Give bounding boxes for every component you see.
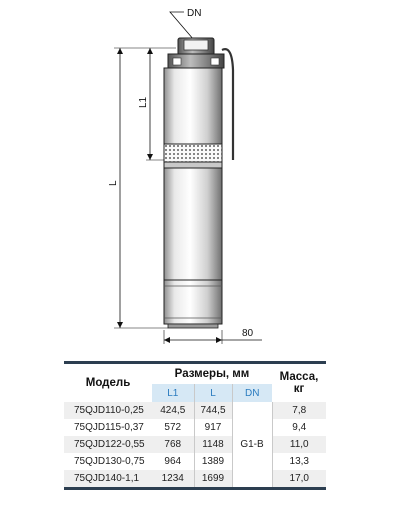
mass-cell: 17,0	[272, 470, 326, 487]
table-row	[64, 470, 326, 487]
collar-window-left	[173, 58, 181, 65]
pump-motor-joint	[164, 162, 222, 168]
model-cell: 75QJD140-1,1	[64, 470, 152, 487]
model-cell: 75QJD130-0,75	[74, 456, 145, 467]
l1-label: L1	[138, 96, 149, 108]
l1-cell: 1234	[152, 470, 194, 487]
intake-mesh	[164, 144, 222, 162]
collar-window-right	[211, 58, 219, 65]
motor-bottom	[164, 280, 222, 324]
l1-cell: 964	[164, 456, 182, 467]
l-label: L	[108, 180, 119, 186]
l1-cell: 424,5	[152, 402, 194, 419]
spec-table	[64, 361, 326, 490]
l1-subheader: L1	[152, 384, 194, 402]
dn-subheader: DN	[232, 384, 272, 402]
l-cell: 1389	[194, 453, 232, 470]
model-cell: 75QJD115-0,37	[74, 422, 144, 433]
l1-cell: 768	[152, 436, 194, 453]
model-cell: 75QJD122-0,55	[64, 436, 152, 453]
model-cell: 75QJD110-0,25	[64, 402, 152, 419]
l-cell: 917	[194, 419, 232, 436]
mass-header-line2: кг	[293, 383, 305, 395]
mass-cell: 11,0	[272, 436, 326, 453]
l-cell: 1148	[194, 436, 232, 453]
table-row	[64, 436, 326, 453]
pump-section	[164, 68, 222, 144]
l1-cell: 572	[164, 422, 182, 433]
motor-body	[164, 168, 222, 280]
mass-cell: 9,4	[272, 419, 326, 436]
table-row	[64, 402, 326, 419]
dn-cell: G1-B	[232, 402, 272, 487]
mass-cell: 7,8	[272, 402, 326, 419]
diameter-label: 80	[242, 328, 254, 339]
table-row	[64, 419, 326, 436]
model-header: Модель	[85, 377, 131, 389]
mass-header-line1: Масса,	[279, 371, 319, 383]
l-cell: 744,5	[194, 402, 232, 419]
table-row	[64, 453, 326, 470]
l-cell: 1699	[194, 470, 232, 487]
mass-cell: 13,3	[272, 453, 326, 470]
mass-header	[272, 364, 326, 402]
sizes-header: Размеры, мм	[174, 368, 250, 380]
l-subheader: L	[194, 384, 232, 402]
dn-label: DN	[187, 8, 202, 19]
outlet-thread	[184, 40, 208, 50]
motor-base	[168, 324, 218, 328]
